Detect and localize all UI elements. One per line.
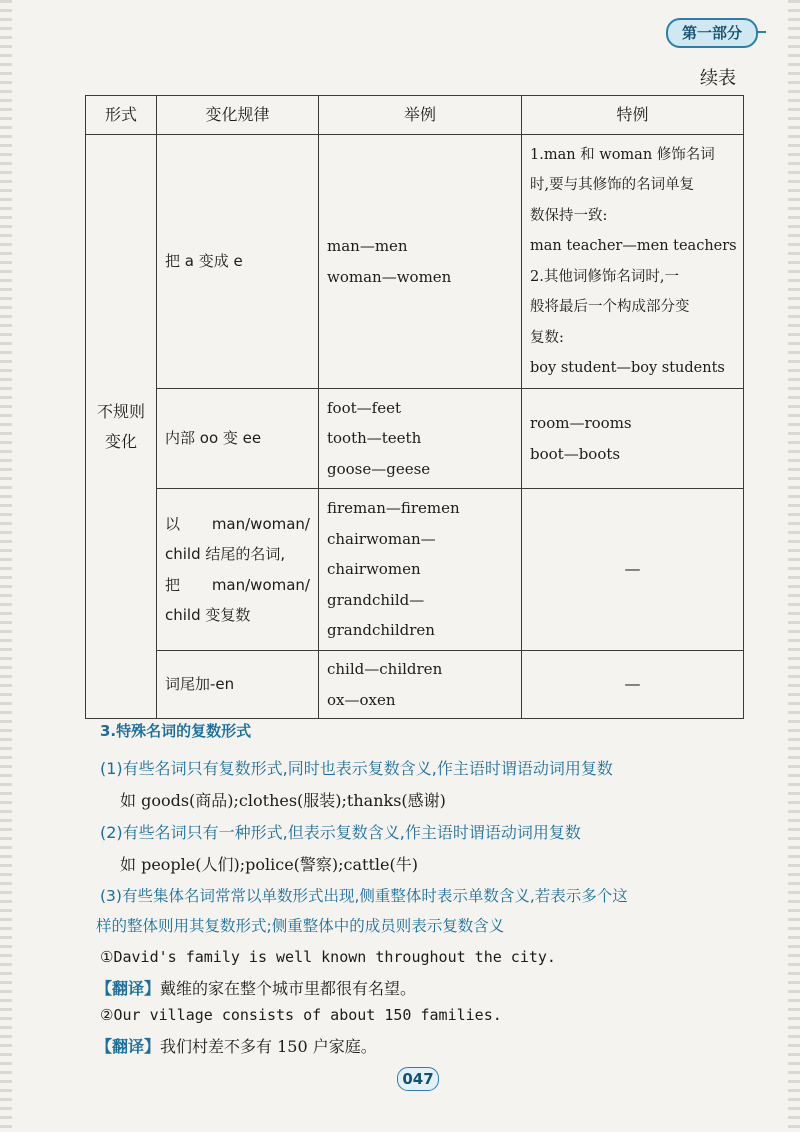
example-line: fireman—firemen <box>327 499 460 518</box>
special-cell <box>522 135 744 389</box>
rule-line: 以 man/woman/ <box>165 514 310 533</box>
special-line: boy student—boy students <box>530 360 725 376</box>
example-line: chairwoman— <box>327 529 436 548</box>
example-line: tooth—teeth <box>327 429 422 448</box>
special-line: boot—boots <box>530 444 621 463</box>
rule-line: 把 man/woman/ <box>165 575 310 594</box>
rule-line: child 变复数 <box>165 606 251 624</box>
form-cell <box>86 135 157 719</box>
special-line: — <box>624 674 641 694</box>
header-special: 特例 <box>522 96 744 135</box>
section-badge: 第一部分 <box>666 18 758 48</box>
special-line: 般将最后一个构成部分变 <box>530 299 690 315</box>
table-row <box>86 651 744 719</box>
example-line: child—children <box>327 660 443 678</box>
rule-cell <box>157 651 319 719</box>
rule-cell <box>157 489 319 651</box>
rule-paragraph-2: (2)有些名词只有一种形式,但表示复数含义,作主语时谓语动词用复数 <box>100 823 581 842</box>
translation-text: 我们村差不多有 150 户家庭。 <box>160 1037 377 1056</box>
form-label-line: 变化 <box>104 431 137 451</box>
example-line: ox—oxen <box>327 690 396 709</box>
special-line: room—rooms <box>530 414 632 432</box>
translation-tag: 【翻译】 <box>96 979 161 998</box>
translation-1 <box>96 976 416 999</box>
example-line: woman—women <box>327 267 452 286</box>
table-row <box>86 389 744 489</box>
translation-2 <box>96 1034 377 1057</box>
example-sentence-1: ①David's family is well known throughout the city. <box>100 948 556 966</box>
plural-rules-table <box>85 95 744 719</box>
left-edge-texture <box>0 0 12 1132</box>
special-line: 时,要与其修饰的名词单复 <box>530 177 695 193</box>
rule-line: 把 a 变成 e <box>165 252 243 271</box>
special-line: 2.其他词修饰名词时,一 <box>530 268 679 285</box>
translation-text: 戴维的家在整个城市里都很有名望。 <box>160 979 417 998</box>
example-sentence-2: ②Our village consists of about 150 families. <box>100 1006 502 1024</box>
continued-label: 续表 <box>700 68 736 89</box>
examples-cell <box>319 651 522 719</box>
special-line: — <box>624 559 641 579</box>
example-line: grandchildren <box>327 621 435 640</box>
header-form: 形式 <box>86 96 157 135</box>
special-cell <box>522 651 744 719</box>
form-label-line: 不规则 <box>96 401 145 421</box>
header-rule: 变化规律 <box>157 96 319 135</box>
rule-paragraph-1: (1)有些名词只有复数形式,同时也表示复数含义,作主语时谓语动词用复数 <box>100 759 613 778</box>
rule-2-example: 如 people(人们);police(警察);cattle(牛) <box>120 855 418 874</box>
example-line: chairwomen <box>327 560 421 579</box>
special-line: 数保持一致: <box>530 207 608 224</box>
section-heading: 3.特殊名词的复数形式 <box>100 722 252 740</box>
examples-cell <box>319 389 522 489</box>
example-line: man—men <box>327 237 408 255</box>
special-line: man teacher—men teachers <box>530 238 737 254</box>
page-number: 047 <box>397 1067 439 1091</box>
header-examples: 举例 <box>319 96 522 135</box>
special-cell <box>522 389 744 489</box>
right-edge-texture <box>788 0 800 1132</box>
rule-line: 词尾加-en <box>165 675 235 694</box>
table-header-row <box>86 96 744 135</box>
special-cell <box>522 489 744 651</box>
translation-tag: 【翻译】 <box>96 1037 161 1056</box>
table-row <box>86 489 744 651</box>
example-line: grandchild— <box>327 590 425 609</box>
special-line: 1.man 和 woman 修饰名词 <box>530 146 715 163</box>
rule-line: 内部 oo 变 ee <box>165 429 262 448</box>
special-line: 复数: <box>530 329 564 346</box>
table-row <box>86 135 744 389</box>
rule-line: child 结尾的名词, <box>165 545 286 563</box>
examples-cell <box>319 489 522 651</box>
rule-cell <box>157 135 319 389</box>
rule-paragraph-3-line-2: 样的整体则用其复数形式;侧重整体中的成员则表示复数含义 <box>96 917 505 935</box>
rule-cell <box>157 389 319 489</box>
rule-paragraph-3-line-1: (3)有些集体名词常常以单数形式出现,侧重整体时表示单数含义,若表示多个这 <box>100 887 628 905</box>
example-line: foot—feet <box>327 398 401 417</box>
example-line: goose—geese <box>327 459 431 478</box>
examples-cell <box>319 135 522 389</box>
rule-1-example: 如 goods(商品);clothes(服装);thanks(感谢) <box>120 791 446 810</box>
